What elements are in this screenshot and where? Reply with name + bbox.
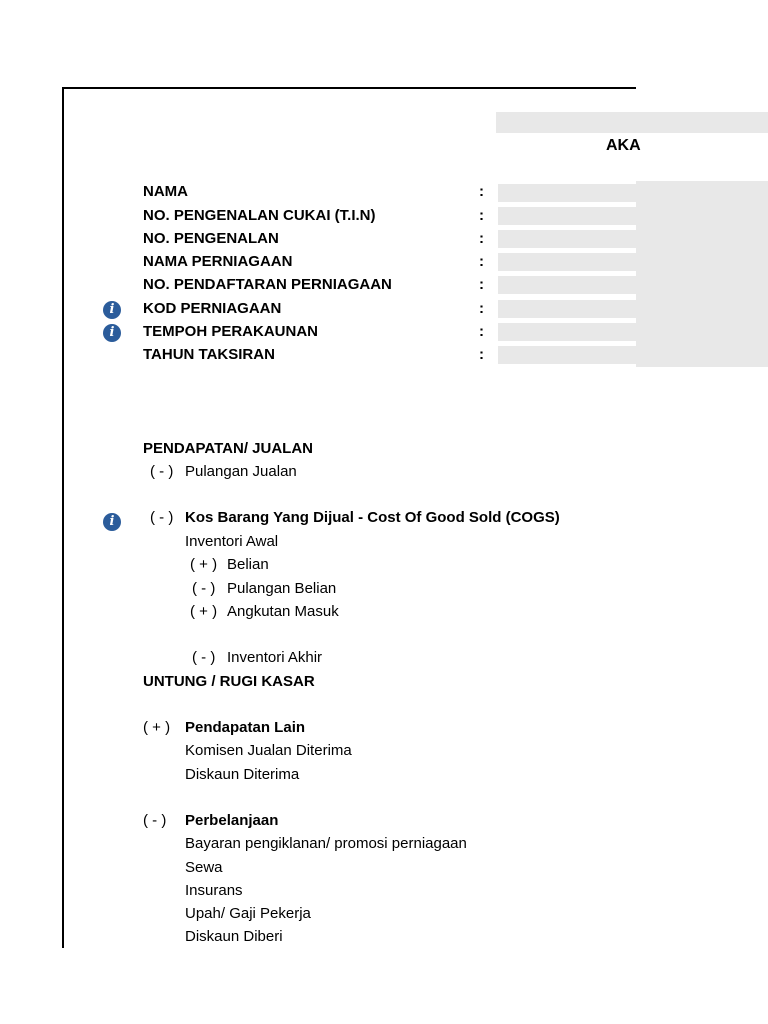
field-input-assessment-year[interactable] (498, 346, 636, 364)
other-income-heading: Pendapatan Lain (185, 719, 306, 736)
gross-profit-heading: UNTUNG / RUGI KASAR (143, 673, 315, 690)
field-input-business-name[interactable] (498, 253, 636, 271)
field-colon: : (479, 346, 484, 363)
field-input-tin[interactable] (498, 207, 636, 225)
wages-label: Upah/ Gaji Pekerja (185, 905, 311, 922)
field-label-business-code: KOD PERNIAGAAN (143, 300, 282, 317)
field-input-registration-no[interactable] (498, 276, 636, 294)
field-colon: : (479, 276, 484, 293)
field-label-accounting-period: TEMPOH PERAKAUNAN (143, 323, 319, 340)
right-shaded-panel (636, 181, 768, 367)
field-colon: : (479, 323, 484, 340)
field-label-nama: NAMA (143, 183, 188, 200)
sheet-border-left (62, 87, 64, 948)
info-icon[interactable]: i (103, 324, 121, 342)
field-colon: : (479, 207, 484, 224)
field-colon: : (479, 230, 484, 247)
header-band (496, 112, 768, 133)
revenue-heading: PENDAPATAN/ JUALAN (143, 440, 314, 457)
sign-plus: ( + ) (190, 603, 218, 620)
field-colon: : (479, 253, 484, 270)
field-input-accounting-period[interactable] (498, 323, 636, 341)
opening-inventory-label: Inventori Awal (185, 533, 279, 550)
discount-allowed-label: Diskaun Diberi (185, 928, 283, 945)
field-label-assessment-year: TAHUN TAKSIRAN (143, 346, 275, 363)
field-label-id-number: NO. PENGENALAN (143, 230, 279, 247)
expenses-heading: Perbelanjaan (185, 812, 279, 829)
field-input-nama[interactable] (498, 184, 636, 202)
info-icon[interactable]: i (103, 301, 121, 319)
sign-plus: ( + ) (143, 719, 171, 736)
cogs-heading: Kos Barang Yang Dijual - Cost Of Good Sold (COGS) (185, 509, 560, 526)
sign-minus: ( - ) (150, 463, 174, 480)
info-icon[interactable]: i (103, 513, 121, 531)
sign-minus: ( - ) (192, 649, 216, 666)
closing-inventory-label: Inventori Akhir (227, 649, 323, 666)
purchase-returns-label: Pulangan Belian (227, 580, 337, 597)
field-input-id-number[interactable] (498, 230, 636, 248)
purchases-label: Belian (227, 556, 269, 573)
sales-returns-label: Pulangan Jualan (185, 463, 297, 480)
advertising-label: Bayaran pengiklanan/ promosi perniagaan (185, 835, 467, 852)
field-input-business-code[interactable] (498, 300, 636, 318)
field-colon: : (479, 183, 484, 200)
sheet-border-top (62, 87, 636, 89)
field-label-registration-no: NO. PENDAFTARAN PERNIAGAAN (143, 276, 392, 293)
field-label-business-name: NAMA PERNIAGAAN (143, 253, 293, 270)
sign-minus: ( - ) (150, 509, 174, 526)
carriage-in-label: Angkutan Masuk (227, 603, 339, 620)
rent-label: Sewa (185, 859, 223, 876)
insurance-label: Insurans (185, 882, 243, 899)
discount-received-label: Diskaun Diterima (185, 766, 300, 783)
field-colon: : (479, 300, 484, 317)
sign-minus: ( - ) (143, 812, 167, 829)
sign-plus: ( + ) (190, 556, 218, 573)
field-label-tin: NO. PENGENALAN CUKAI (T.I.N) (143, 207, 376, 224)
page-title: AKA (606, 137, 641, 154)
sign-minus: ( - ) (192, 580, 216, 597)
commission-received-label: Komisen Jualan Diterima (185, 742, 352, 759)
